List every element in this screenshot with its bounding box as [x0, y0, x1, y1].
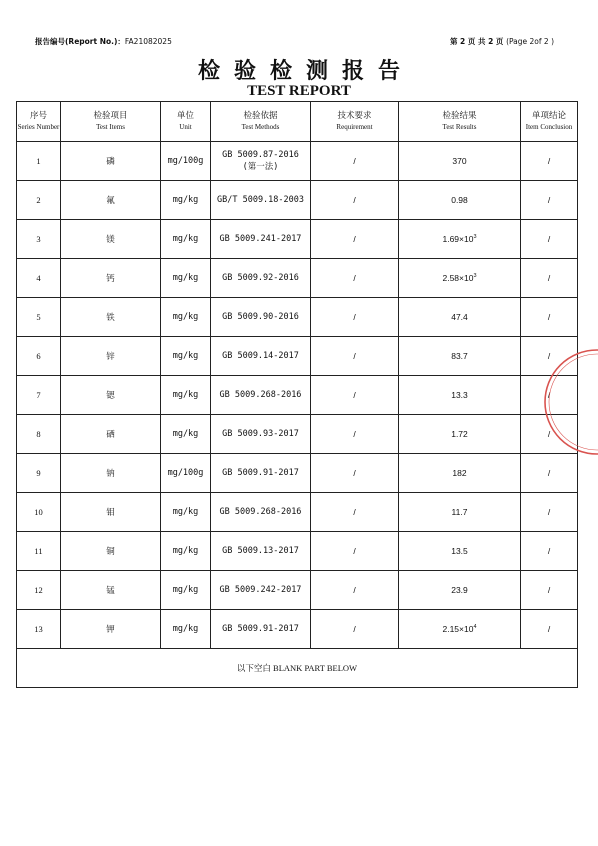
series-number: 8 — [17, 415, 61, 454]
unit-cell: mg/kg — [161, 493, 211, 532]
series-number: 12 — [17, 571, 61, 610]
test-method-code: GB/T 5009.18-2003 — [217, 195, 304, 205]
test-result — [399, 337, 521, 376]
page-indicator-en: (Page 2of 2 ) — [506, 37, 554, 46]
item-conclusion: / — [521, 532, 578, 571]
table-row — [17, 259, 578, 298]
item-conclusion: / — [521, 142, 578, 181]
test-item: 氟 — [61, 181, 161, 220]
test-method — [211, 298, 311, 337]
item-conclusion: / — [521, 571, 578, 610]
test-method-code: GB 5009.87-2016 — [222, 150, 299, 160]
table-row — [17, 220, 578, 259]
requirement-cell: / — [311, 376, 399, 415]
series-number: 7 — [17, 376, 61, 415]
report-number-value: FA21082025 — [124, 37, 172, 46]
test-method-code: GB 5009.93-2017 — [222, 429, 299, 439]
result-value: 370 — [452, 156, 467, 166]
requirement-cell: / — [311, 259, 399, 298]
test-method-code: GB 5009.241-2017 — [219, 234, 302, 244]
unit-cell: mg/kg — [161, 376, 211, 415]
unit-cell: mg/kg — [161, 571, 211, 610]
series-number: 5 — [17, 298, 61, 337]
requirement-cell: / — [311, 337, 399, 376]
result-exponent: 3 — [473, 234, 477, 241]
unit-cell: mg/kg — [161, 415, 211, 454]
test-method — [211, 142, 311, 181]
test-result — [399, 571, 521, 610]
test-item: 铁 — [61, 298, 161, 337]
test-method — [211, 181, 311, 220]
table-header-row — [17, 102, 578, 142]
table-row — [17, 181, 578, 220]
test-method — [211, 454, 311, 493]
series-number: 11 — [17, 532, 61, 571]
test-method — [211, 376, 311, 415]
test-result — [399, 493, 521, 532]
table-row — [17, 493, 578, 532]
item-conclusion: / — [521, 376, 578, 415]
item-conclusion: / — [521, 337, 578, 376]
test-method-code: GB 5009.14-2017 — [222, 351, 299, 361]
unit-cell: mg/kg — [161, 298, 211, 337]
col-header-methods: 检验依据 Test Methods — [211, 102, 311, 142]
test-result — [399, 376, 521, 415]
test-result — [399, 415, 521, 454]
test-method — [211, 532, 311, 571]
series-number: 10 — [17, 493, 61, 532]
series-number: 9 — [17, 454, 61, 493]
requirement-cell: / — [311, 298, 399, 337]
report-title-cn: 检验检测报告 — [197, 58, 414, 84]
series-number: 3 — [17, 220, 61, 259]
test-item: 硒 — [61, 415, 161, 454]
table-row — [17, 415, 578, 454]
test-result — [399, 181, 521, 220]
test-method — [211, 571, 311, 610]
col-header-conclusion: 单项结论 Item Conclusion — [521, 102, 578, 142]
result-exponent: 3 — [473, 273, 477, 280]
test-result — [399, 610, 521, 649]
test-item: 镁 — [61, 220, 161, 259]
requirement-cell: / — [311, 571, 399, 610]
requirement-cell: / — [311, 181, 399, 220]
test-method — [211, 259, 311, 298]
requirement-cell: / — [311, 610, 399, 649]
test-item: 锶 — [61, 376, 161, 415]
result-value: 1.72 — [451, 429, 468, 439]
result-value: 83.7 — [451, 351, 468, 361]
series-number: 1 — [17, 142, 61, 181]
unit-cell: mg/kg — [161, 610, 211, 649]
requirement-cell: / — [311, 454, 399, 493]
unit-cell: mg/100g — [161, 454, 211, 493]
requirement-cell: / — [311, 142, 399, 181]
test-method-code: GB 5009.91-2017 — [222, 468, 299, 478]
test-method — [211, 337, 311, 376]
test-method-code: GB 5009.242-2017 — [219, 585, 302, 595]
test-result — [399, 142, 521, 181]
col-header-requirement: 技术要求 Requirement — [311, 102, 399, 142]
table-row — [17, 454, 578, 493]
item-conclusion: / — [521, 610, 578, 649]
col-header-series: 序号 Series Number — [17, 102, 61, 142]
unit-cell: mg/kg — [161, 181, 211, 220]
test-method — [211, 493, 311, 532]
blank-part-note: 以下空白 BLANK PART BELOW — [17, 649, 578, 688]
table-row — [17, 571, 578, 610]
report-number — [35, 36, 172, 47]
test-method-code: GB 5009.91-2017 — [222, 624, 299, 634]
result-value: 23.9 — [451, 585, 468, 595]
item-conclusion: / — [521, 454, 578, 493]
test-method-note: (第一法) — [242, 162, 279, 172]
result-value: 182 — [452, 468, 467, 478]
test-item: 铜 — [61, 532, 161, 571]
series-number: 4 — [17, 259, 61, 298]
test-item: 锌 — [61, 337, 161, 376]
result-value: 11.7 — [451, 507, 468, 517]
requirement-cell: / — [311, 220, 399, 259]
test-method — [211, 220, 311, 259]
test-method-code: GB 5009.90-2016 — [222, 312, 299, 322]
result-value: 0.98 — [451, 195, 468, 205]
test-method-code: GB 5009.13-2017 — [222, 546, 299, 556]
result-value: 47.4 — [451, 312, 468, 322]
test-result — [399, 220, 521, 259]
result-value: 13.3 — [451, 390, 468, 400]
test-item: 钙 — [61, 259, 161, 298]
requirement-cell: / — [311, 532, 399, 571]
item-conclusion: / — [521, 259, 578, 298]
series-number: 2 — [17, 181, 61, 220]
result-value: 13.5 — [451, 546, 468, 556]
unit-cell: mg/kg — [161, 532, 211, 571]
item-conclusion: / — [521, 220, 578, 259]
table-row — [17, 532, 578, 571]
series-number: 6 — [17, 337, 61, 376]
test-item: 锰 — [61, 571, 161, 610]
table-row — [17, 376, 578, 415]
result-exponent: 4 — [473, 624, 477, 631]
test-method-code: GB 5009.92-2016 — [222, 273, 299, 283]
test-results-table — [16, 101, 578, 688]
table-row — [17, 610, 578, 649]
unit-cell: mg/kg — [161, 259, 211, 298]
blank-row — [17, 649, 578, 688]
report-title-en: TEST REPORT — [247, 83, 351, 99]
test-method — [211, 415, 311, 454]
requirement-cell: / — [311, 415, 399, 454]
unit-cell: mg/kg — [161, 220, 211, 259]
requirement-cell: / — [311, 493, 399, 532]
unit-cell: mg/kg — [161, 337, 211, 376]
test-item: 钠 — [61, 454, 161, 493]
test-result — [399, 454, 521, 493]
report-number-label: 报告编号(Report No.)： — [35, 37, 125, 46]
series-number: 13 — [17, 610, 61, 649]
test-method-code: GB 5009.268-2016 — [219, 507, 302, 517]
test-method-code: GB 5009.268-2016 — [219, 390, 302, 400]
test-result — [399, 259, 521, 298]
table-row — [17, 337, 578, 376]
test-item: 钼 — [61, 493, 161, 532]
result-value: 2.15×10 — [442, 624, 474, 634]
col-header-results: 检验结果 Test Results — [399, 102, 521, 142]
test-result — [399, 298, 521, 337]
item-conclusion: / — [521, 298, 578, 337]
page-indicator-cn: 第 2 页 共 2 页 — [449, 37, 504, 46]
table-body — [17, 142, 578, 649]
test-result — [399, 532, 521, 571]
test-item: 钾 — [61, 610, 161, 649]
col-header-items: 检验项目 Test Items — [61, 102, 161, 142]
result-value: 1.69×10 — [442, 234, 474, 244]
unit-cell: mg/100g — [161, 142, 211, 181]
col-header-unit: 单位 Unit — [161, 102, 211, 142]
item-conclusion: / — [521, 415, 578, 454]
item-conclusion: / — [521, 493, 578, 532]
page-indicator — [450, 36, 554, 47]
table-row — [17, 142, 578, 181]
item-conclusion: / — [521, 181, 578, 220]
test-item: 磷 — [61, 142, 161, 181]
table-row — [17, 298, 578, 337]
test-method — [211, 610, 311, 649]
result-value: 2.58×10 — [442, 273, 474, 283]
